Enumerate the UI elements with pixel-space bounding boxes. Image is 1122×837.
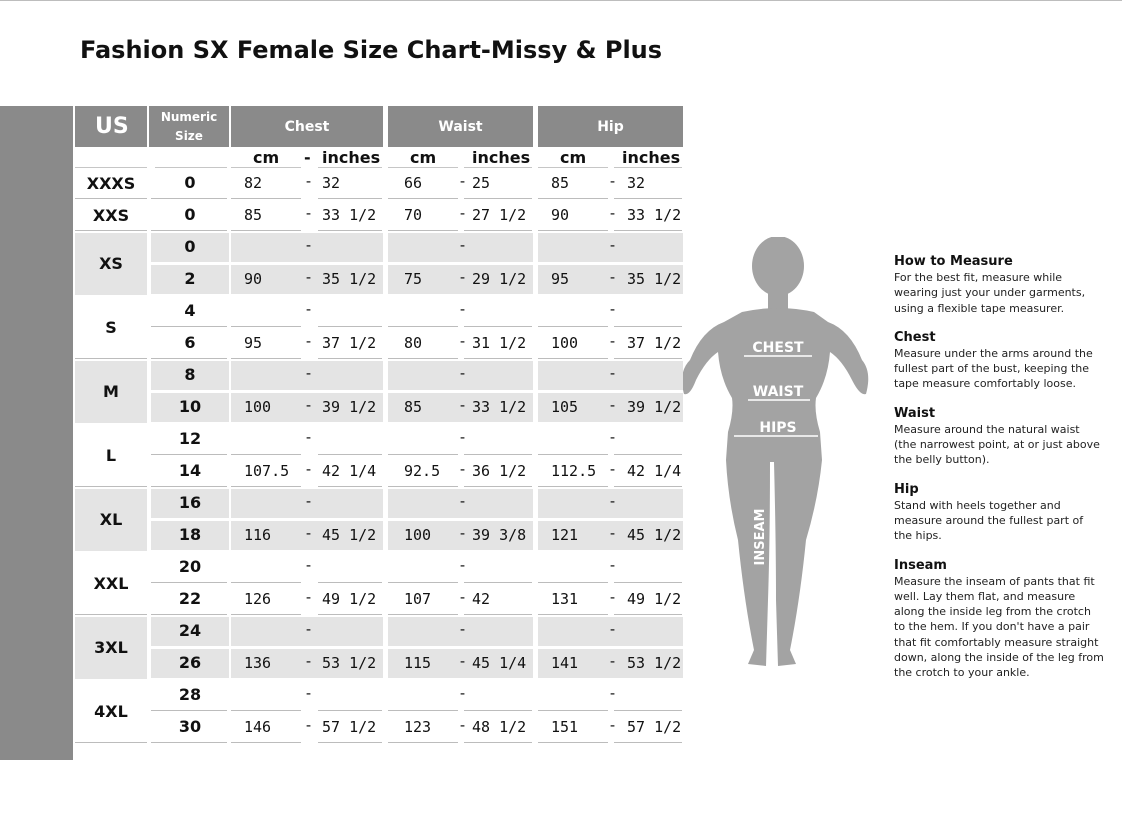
header-waist: Waist xyxy=(388,106,533,147)
row-divider xyxy=(231,582,301,583)
unit-hip-inches: inches xyxy=(622,148,681,167)
cell-waist-cm: 123 xyxy=(404,718,432,736)
row-divider xyxy=(151,358,227,359)
unit-chest-inches: inches xyxy=(322,148,381,167)
range-separator: - xyxy=(608,588,618,606)
range-separator: - xyxy=(608,364,618,382)
row-divider xyxy=(231,326,301,327)
cell-waist-cm: 115 xyxy=(404,654,432,672)
header-numeric-size xyxy=(149,106,229,147)
cell-chest-in: 42 1/4 xyxy=(322,462,377,480)
range-separator: - xyxy=(458,364,468,382)
row-divider xyxy=(388,358,458,359)
range-separator: - xyxy=(458,204,468,222)
range-separator: - xyxy=(304,428,314,446)
row-divider xyxy=(388,486,458,487)
row-divider xyxy=(538,582,608,583)
figure-label-inseam: INSEAM xyxy=(753,508,768,566)
row-divider xyxy=(75,486,147,487)
guide-text: Measure around the natural waist (the narrowest point, at or just above the belly button). xyxy=(894,422,1100,467)
cell-chest-cm: 95 xyxy=(244,334,263,352)
range-separator: - xyxy=(458,620,468,638)
numeric-size: 14 xyxy=(178,461,202,480)
row-divider xyxy=(614,198,682,199)
cell-waist-in: 33 1/2 xyxy=(472,398,527,416)
cell-hip-in: 49 1/2 xyxy=(627,590,682,608)
row-divider xyxy=(318,486,382,487)
header-underline xyxy=(614,167,682,168)
cell-hip-in: 53 1/2 xyxy=(627,654,682,672)
row-divider xyxy=(231,486,301,487)
cell-chest-in: 45 1/2 xyxy=(322,526,377,544)
row-divider xyxy=(464,582,532,583)
row-divider xyxy=(318,742,382,743)
row-divider xyxy=(464,230,532,231)
numeric-size: 18 xyxy=(178,525,202,544)
range-separator: - xyxy=(458,652,468,670)
row-divider xyxy=(388,326,458,327)
row-divider xyxy=(614,454,682,455)
row-divider xyxy=(464,198,532,199)
range-separator: - xyxy=(458,716,468,734)
row-divider xyxy=(75,358,147,359)
row-divider xyxy=(614,710,682,711)
row-divider xyxy=(538,198,608,199)
cell-waist-in: 48 1/2 xyxy=(472,718,527,736)
size-label: XL xyxy=(99,510,123,529)
numeric-size: 6 xyxy=(184,333,196,352)
header-underline xyxy=(538,167,608,168)
guide-text: For the best fit, measure while wearing just your under garments, using a flexible tape measurer. xyxy=(894,271,1086,315)
top-divider xyxy=(0,0,1122,1)
row-divider xyxy=(318,454,382,455)
cell-hip-in: 39 1/2 xyxy=(627,398,682,416)
cell-hip-cm: 85 xyxy=(551,174,570,192)
cell-hip-cm: 95 xyxy=(551,270,570,288)
header-us: US xyxy=(75,106,147,147)
header-numeric-line2: Size xyxy=(175,128,203,143)
row-divider xyxy=(318,326,382,327)
range-separator: - xyxy=(458,300,468,318)
cell-waist-in: 29 1/2 xyxy=(472,270,527,288)
cell-waist-in: 31 1/2 xyxy=(472,334,527,352)
header-underline xyxy=(155,167,227,168)
cell-hip-in: 42 1/4 xyxy=(627,462,682,480)
cell-waist-cm: 92.5 xyxy=(404,462,441,480)
cell-waist-cm: 100 xyxy=(404,526,432,544)
row-divider xyxy=(318,358,382,359)
figure-label-chest: CHEST xyxy=(752,340,804,356)
row-divider xyxy=(231,710,301,711)
range-separator: - xyxy=(608,652,618,670)
unit-chest-sep: - xyxy=(304,148,311,167)
row-divider xyxy=(538,742,608,743)
row-divider xyxy=(614,614,682,615)
cell-waist-in: 39 3/8 xyxy=(472,526,527,544)
numeric-size: 24 xyxy=(178,621,202,640)
numeric-size: 0 xyxy=(184,205,196,224)
range-separator: - xyxy=(304,268,314,286)
row-divider xyxy=(75,198,147,199)
cell-hip-in: 57 1/2 xyxy=(627,718,682,736)
row-divider xyxy=(538,614,608,615)
row-divider xyxy=(464,742,532,743)
unit-chest-cm: cm xyxy=(253,148,280,167)
row-divider xyxy=(75,742,147,743)
row-divider xyxy=(388,198,458,199)
guide-text: Stand with heels together and measure around the fullest part of the hips. xyxy=(894,498,1084,543)
range-separator: - xyxy=(304,172,314,190)
range-separator: - xyxy=(608,172,618,190)
row-divider xyxy=(151,710,227,711)
cell-hip-in: 37 1/2 xyxy=(627,334,682,352)
range-separator: - xyxy=(304,684,314,702)
range-separator: - xyxy=(608,396,618,414)
row-divider xyxy=(231,454,301,455)
row-divider xyxy=(464,614,532,615)
guide-heading: How to Measure xyxy=(894,254,1013,269)
size-label: XXL xyxy=(93,574,129,593)
row-divider xyxy=(538,710,608,711)
row-divider xyxy=(388,742,458,743)
row-divider xyxy=(464,326,532,327)
row-divider xyxy=(151,614,227,615)
guide-heading: Waist xyxy=(894,405,936,421)
row-divider xyxy=(231,742,301,743)
cell-chest-cm: 90 xyxy=(244,270,263,288)
header-underline xyxy=(388,167,458,168)
range-separator: - xyxy=(458,492,468,510)
range-separator: - xyxy=(304,524,314,542)
cell-waist-in: 42 xyxy=(472,590,491,608)
cell-waist-cm: 85 xyxy=(404,398,423,416)
range-separator: - xyxy=(458,236,468,254)
range-separator: - xyxy=(304,364,314,382)
numeric-size: 30 xyxy=(178,717,202,736)
figure-label-waist: WAIST xyxy=(752,384,804,400)
cell-chest-in: 35 1/2 xyxy=(322,270,377,288)
cell-chest-in: 32 xyxy=(322,174,341,192)
cell-hip-cm: 100 xyxy=(551,334,579,352)
row-divider xyxy=(464,710,532,711)
row-divider xyxy=(75,614,147,615)
row-divider xyxy=(231,358,301,359)
range-separator: - xyxy=(608,332,618,350)
left-side-bar xyxy=(0,106,73,760)
range-separator: - xyxy=(608,524,618,542)
range-separator: - xyxy=(458,556,468,574)
row-divider xyxy=(538,230,608,231)
header-underline xyxy=(318,167,382,168)
size-label: XXXS xyxy=(86,174,136,193)
cell-chest-in: 53 1/2 xyxy=(322,654,377,672)
range-separator: - xyxy=(608,620,618,638)
row-divider xyxy=(538,454,608,455)
row-divider xyxy=(614,486,682,487)
row-divider xyxy=(151,454,227,455)
cell-waist-cm: 80 xyxy=(404,334,423,352)
range-separator: - xyxy=(608,204,618,222)
row-divider xyxy=(538,326,608,327)
unit-waist-cm: cm xyxy=(410,148,437,167)
numeric-size: 20 xyxy=(178,557,202,576)
measure-guide xyxy=(894,254,1104,681)
size-label: XXS xyxy=(92,206,130,225)
guide-heading: Inseam xyxy=(894,557,947,573)
row-divider xyxy=(318,582,382,583)
range-separator: - xyxy=(304,300,314,318)
row-divider xyxy=(614,742,682,743)
range-separator: - xyxy=(304,716,314,734)
cell-hip-cm: 90 xyxy=(551,206,570,224)
row-divider xyxy=(151,742,227,743)
range-separator: - xyxy=(458,588,468,606)
range-separator: - xyxy=(304,460,314,478)
cell-hip-cm: 131 xyxy=(551,590,579,608)
unit-waist-inches: inches xyxy=(472,148,531,167)
cell-chest-in: 49 1/2 xyxy=(322,590,377,608)
cell-hip-in: 45 1/2 xyxy=(627,526,682,544)
cell-chest-in: 57 1/2 xyxy=(322,718,377,736)
range-separator: - xyxy=(458,332,468,350)
cell-waist-cm: 70 xyxy=(404,206,423,224)
range-separator: - xyxy=(458,524,468,542)
row-divider xyxy=(388,230,458,231)
range-separator: - xyxy=(304,620,314,638)
range-separator: - xyxy=(458,428,468,446)
row-divider xyxy=(464,358,532,359)
size-label: 3XL xyxy=(94,638,128,657)
row-divider xyxy=(388,710,458,711)
guide-heading: Hip xyxy=(894,481,919,497)
numeric-size: 12 xyxy=(178,429,202,448)
header-chest: Chest xyxy=(231,106,383,147)
range-separator: - xyxy=(304,204,314,222)
row-divider xyxy=(151,486,227,487)
row-divider xyxy=(151,326,227,327)
size-label: S xyxy=(105,318,117,337)
cell-hip-in: 32 xyxy=(627,174,646,192)
row-divider xyxy=(318,198,382,199)
row-divider xyxy=(538,358,608,359)
range-separator: - xyxy=(458,268,468,286)
header-hip: Hip xyxy=(538,106,683,147)
cell-waist-in: 25 xyxy=(472,174,491,192)
row-divider xyxy=(614,230,682,231)
numeric-size: 10 xyxy=(178,397,202,416)
cell-hip-cm: 121 xyxy=(551,526,579,544)
cell-chest-cm: 82 xyxy=(244,174,263,192)
cell-hip-cm: 112.5 xyxy=(551,462,597,480)
numeric-size: 2 xyxy=(184,269,196,288)
cell-chest-cm: 100 xyxy=(244,398,272,416)
numeric-size: 4 xyxy=(184,301,196,320)
row-divider xyxy=(388,454,458,455)
row-divider xyxy=(318,614,382,615)
row-divider xyxy=(614,358,682,359)
row-divider xyxy=(151,582,227,583)
header-underline xyxy=(231,167,301,168)
guide-heading: Chest xyxy=(894,329,936,345)
cell-waist-in: 45 1/4 xyxy=(472,654,527,672)
range-separator: - xyxy=(304,492,314,510)
row-divider xyxy=(388,582,458,583)
range-separator: - xyxy=(304,396,314,414)
numeric-size: 0 xyxy=(184,173,196,192)
guide-text: Measure the inseam of pants that fit well. Lay them flat, and measure along the inside leg from the crotch to the hem. If you don't have a pair that fit comfortably measure straight down, along the inside of the leg from the crotch to your ankle. xyxy=(894,574,1104,680)
row-divider xyxy=(231,614,301,615)
figure-label-hips: HIPS xyxy=(759,420,797,436)
row-divider xyxy=(614,326,682,327)
range-separator: - xyxy=(608,492,618,510)
numeric-size: 16 xyxy=(178,493,202,512)
range-separator: - xyxy=(458,460,468,478)
cell-hip-in: 35 1/2 xyxy=(627,270,682,288)
cell-chest-cm: 126 xyxy=(244,590,272,608)
range-separator: - xyxy=(608,460,618,478)
cell-chest-cm: 136 xyxy=(244,654,272,672)
cell-chest-in: 37 1/2 xyxy=(322,334,377,352)
row-divider xyxy=(75,230,147,231)
numeric-size: 0 xyxy=(184,237,196,256)
range-separator: - xyxy=(608,428,618,446)
size-label: L xyxy=(105,446,117,465)
body-silhouette xyxy=(683,237,873,673)
range-separator: - xyxy=(304,236,314,254)
row-divider xyxy=(151,198,227,199)
row-divider xyxy=(231,198,301,199)
unit-hip-cm: cm xyxy=(560,148,587,167)
cell-chest-cm: 107.5 xyxy=(244,462,290,480)
range-separator: - xyxy=(458,684,468,702)
row-divider xyxy=(614,582,682,583)
size-label: XS xyxy=(99,254,123,273)
row-divider xyxy=(388,614,458,615)
row-divider xyxy=(464,486,532,487)
header-underline xyxy=(75,167,147,168)
range-separator: - xyxy=(608,556,618,574)
range-separator: - xyxy=(458,172,468,190)
row-divider xyxy=(151,230,227,231)
cell-chest-cm: 146 xyxy=(244,718,272,736)
numeric-size: 22 xyxy=(178,589,202,608)
row-divider xyxy=(318,230,382,231)
cell-waist-in: 36 1/2 xyxy=(472,462,527,480)
cell-chest-in: 39 1/2 xyxy=(322,398,377,416)
cell-chest-cm: 116 xyxy=(244,526,272,544)
size-label: M xyxy=(103,382,119,401)
range-separator: - xyxy=(458,396,468,414)
range-separator: - xyxy=(608,684,618,702)
cell-waist-cm: 75 xyxy=(404,270,423,288)
cell-chest-in: 33 1/2 xyxy=(322,206,377,224)
range-separator: - xyxy=(304,588,314,606)
cell-chest-cm: 85 xyxy=(244,206,263,224)
numeric-size: 26 xyxy=(178,653,202,672)
cell-hip-cm: 105 xyxy=(551,398,579,416)
cell-waist-cm: 107 xyxy=(404,590,432,608)
cell-waist-cm: 66 xyxy=(404,174,423,192)
cell-hip-in: 33 1/2 xyxy=(627,206,682,224)
row-divider xyxy=(231,230,301,231)
row-divider xyxy=(318,710,382,711)
row-divider xyxy=(538,486,608,487)
guide-text: Measure under the arms around the fullest part of the bust, keeping the tape measure comfortably loose. xyxy=(894,346,1093,391)
header-underline xyxy=(464,167,532,168)
range-separator: - xyxy=(608,236,618,254)
cell-waist-in: 27 1/2 xyxy=(472,206,527,224)
cell-hip-cm: 151 xyxy=(551,718,579,736)
range-separator: - xyxy=(608,716,618,734)
header-numeric-line1: Numeric xyxy=(160,109,218,124)
page-title: Fashion SX Female Size Chart-Missy & Plus xyxy=(80,36,663,64)
range-separator: - xyxy=(608,300,618,318)
size-label: 4XL xyxy=(94,702,128,721)
range-separator: - xyxy=(304,652,314,670)
range-separator: - xyxy=(608,268,618,286)
range-separator: - xyxy=(304,556,314,574)
numeric-size: 8 xyxy=(184,365,196,384)
numeric-size: 28 xyxy=(178,685,202,704)
range-separator: - xyxy=(304,332,314,350)
row-divider xyxy=(464,454,532,455)
cell-hip-cm: 141 xyxy=(551,654,579,672)
